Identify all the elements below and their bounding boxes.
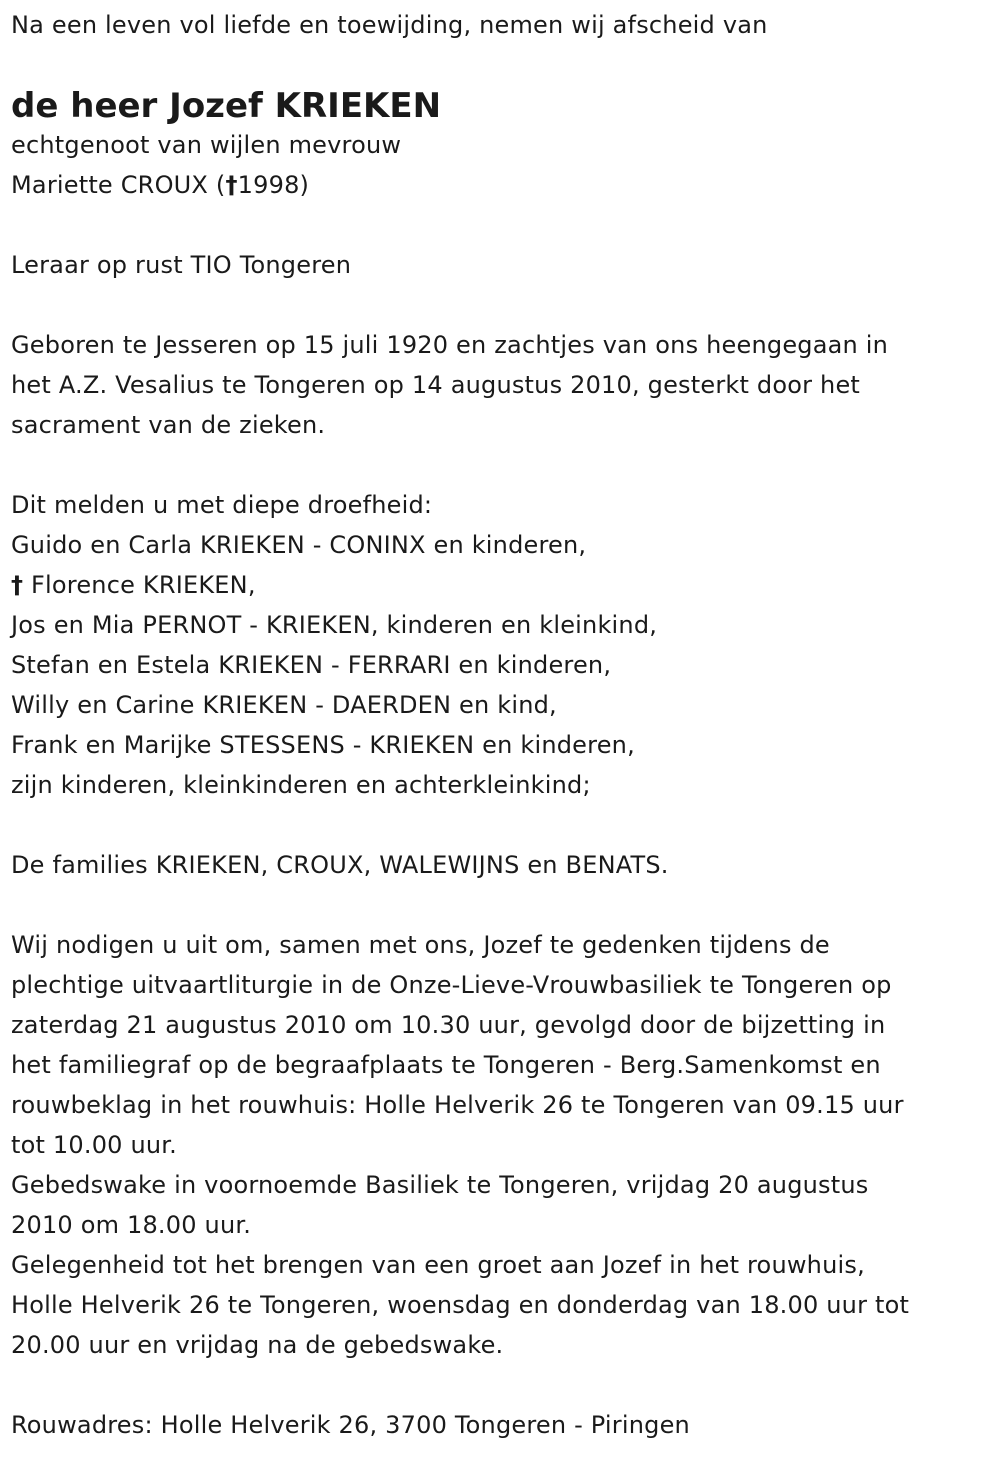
spacer	[11, 1365, 993, 1405]
spacer	[11, 205, 993, 245]
spouse-name: Mariette CROUX (	[11, 171, 226, 199]
paragraph-line: Holle Helverik 26 te Tongeren, woensdag en donderdag van 18.00 uur tot	[11, 1291, 910, 1319]
paragraph-line: het A.Z. Vesalius te Tongeren op 14 augustus 2010, gesterkt door het	[11, 371, 861, 399]
paragraph-line: Gebedswake in voornoemde Basiliek te Tongeren, vrijdag 20 augustus	[11, 1171, 869, 1199]
family-member-name: Florence KRIEKEN,	[31, 571, 256, 599]
spouse-line-1: echtgenoot van wijlen mevrouw	[11, 131, 402, 159]
profession-text: Leraar op rust TIO Tongeren	[11, 251, 352, 279]
paragraph-line: zaterdag 21 augustus 2010 om 10.30 uur, gevolgd door de bijzetting in	[11, 1011, 886, 1039]
paragraph-line: 2010 om 18.00 uur.	[11, 1211, 252, 1239]
paragraph-line: plechtige uitvaartliturgie in de Onze-Lieve-Vrouwbasiliek te Tongeren op	[11, 971, 892, 999]
intro-text: Na een leven vol liefde en toewijding, nemen wij afscheid van	[11, 11, 768, 39]
deceased-name: de heer Jozef KRIEKEN	[11, 86, 442, 126]
family-member-line: Frank en Marijke STESSENS - KRIEKEN en kinderen,	[11, 731, 635, 759]
announcement-heading: Dit melden u met diepe droefheid:	[11, 491, 433, 519]
address-text: Rouwadres: Holle Helverik 26, 3700 Tongeren - Piringen	[11, 1411, 690, 1439]
family-member-line: Stefan en Estela KRIEKEN - FERRARI en kinderen,	[11, 651, 612, 679]
paragraph-line: rouwbeklag in het rouwhuis: Holle Helverik 26 te Tongeren van 09.15 uur	[11, 1091, 904, 1119]
family-member-line	[11, 565, 993, 605]
paragraph-line: Geboren te Jesseren op 15 juli 1920 en zachtjes van ons heengegaan in	[11, 331, 889, 359]
cross-icon: †	[225, 171, 238, 199]
family-member-line: Jos en Mia PERNOT - KRIEKEN, kinderen en kleinkind,	[11, 611, 658, 639]
paragraph-line: Wij nodigen u uit om, samen met ons, Jozef te gedenken tijdens de	[11, 931, 830, 959]
families-text: De families KRIEKEN, CROUX, WALEWIJNS en BENATS.	[11, 851, 669, 879]
paragraph-line: 20.00 uur en vrijdag na de gebedswake.	[11, 1331, 504, 1359]
obituary-notice	[11, 5, 993, 1445]
spacer	[11, 885, 993, 925]
spacer	[11, 805, 993, 845]
family-member-line: Willy en Carine KRIEKEN - DAERDEN en kind,	[11, 691, 557, 719]
paragraph-line: tot 10.00 uur.	[11, 1131, 177, 1159]
paragraph-line: het familiegraf op de begraafplaats te Tongeren - Berg.Samenkomst en	[11, 1051, 881, 1079]
family-member-line: Guido en Carla KRIEKEN - CONINX en kinderen,	[11, 531, 587, 559]
invitation-paragraph	[11, 925, 993, 1365]
paragraph-line: Gelegenheid tot het brengen van een groet aan Jozef in het rouwhuis,	[11, 1251, 865, 1279]
birth-death-paragraph	[11, 325, 993, 445]
spouse-line-2	[11, 165, 993, 205]
spacer	[11, 285, 993, 325]
cross-icon: †	[11, 571, 24, 599]
family-member-line: zijn kinderen, kleinkinderen en achterkleinkind;	[11, 771, 591, 799]
paragraph-line: sacrament van de zieken.	[11, 411, 326, 439]
spacer	[11, 445, 993, 485]
announcement-list	[11, 485, 993, 805]
spouse-death-year: 1998)	[237, 171, 310, 199]
